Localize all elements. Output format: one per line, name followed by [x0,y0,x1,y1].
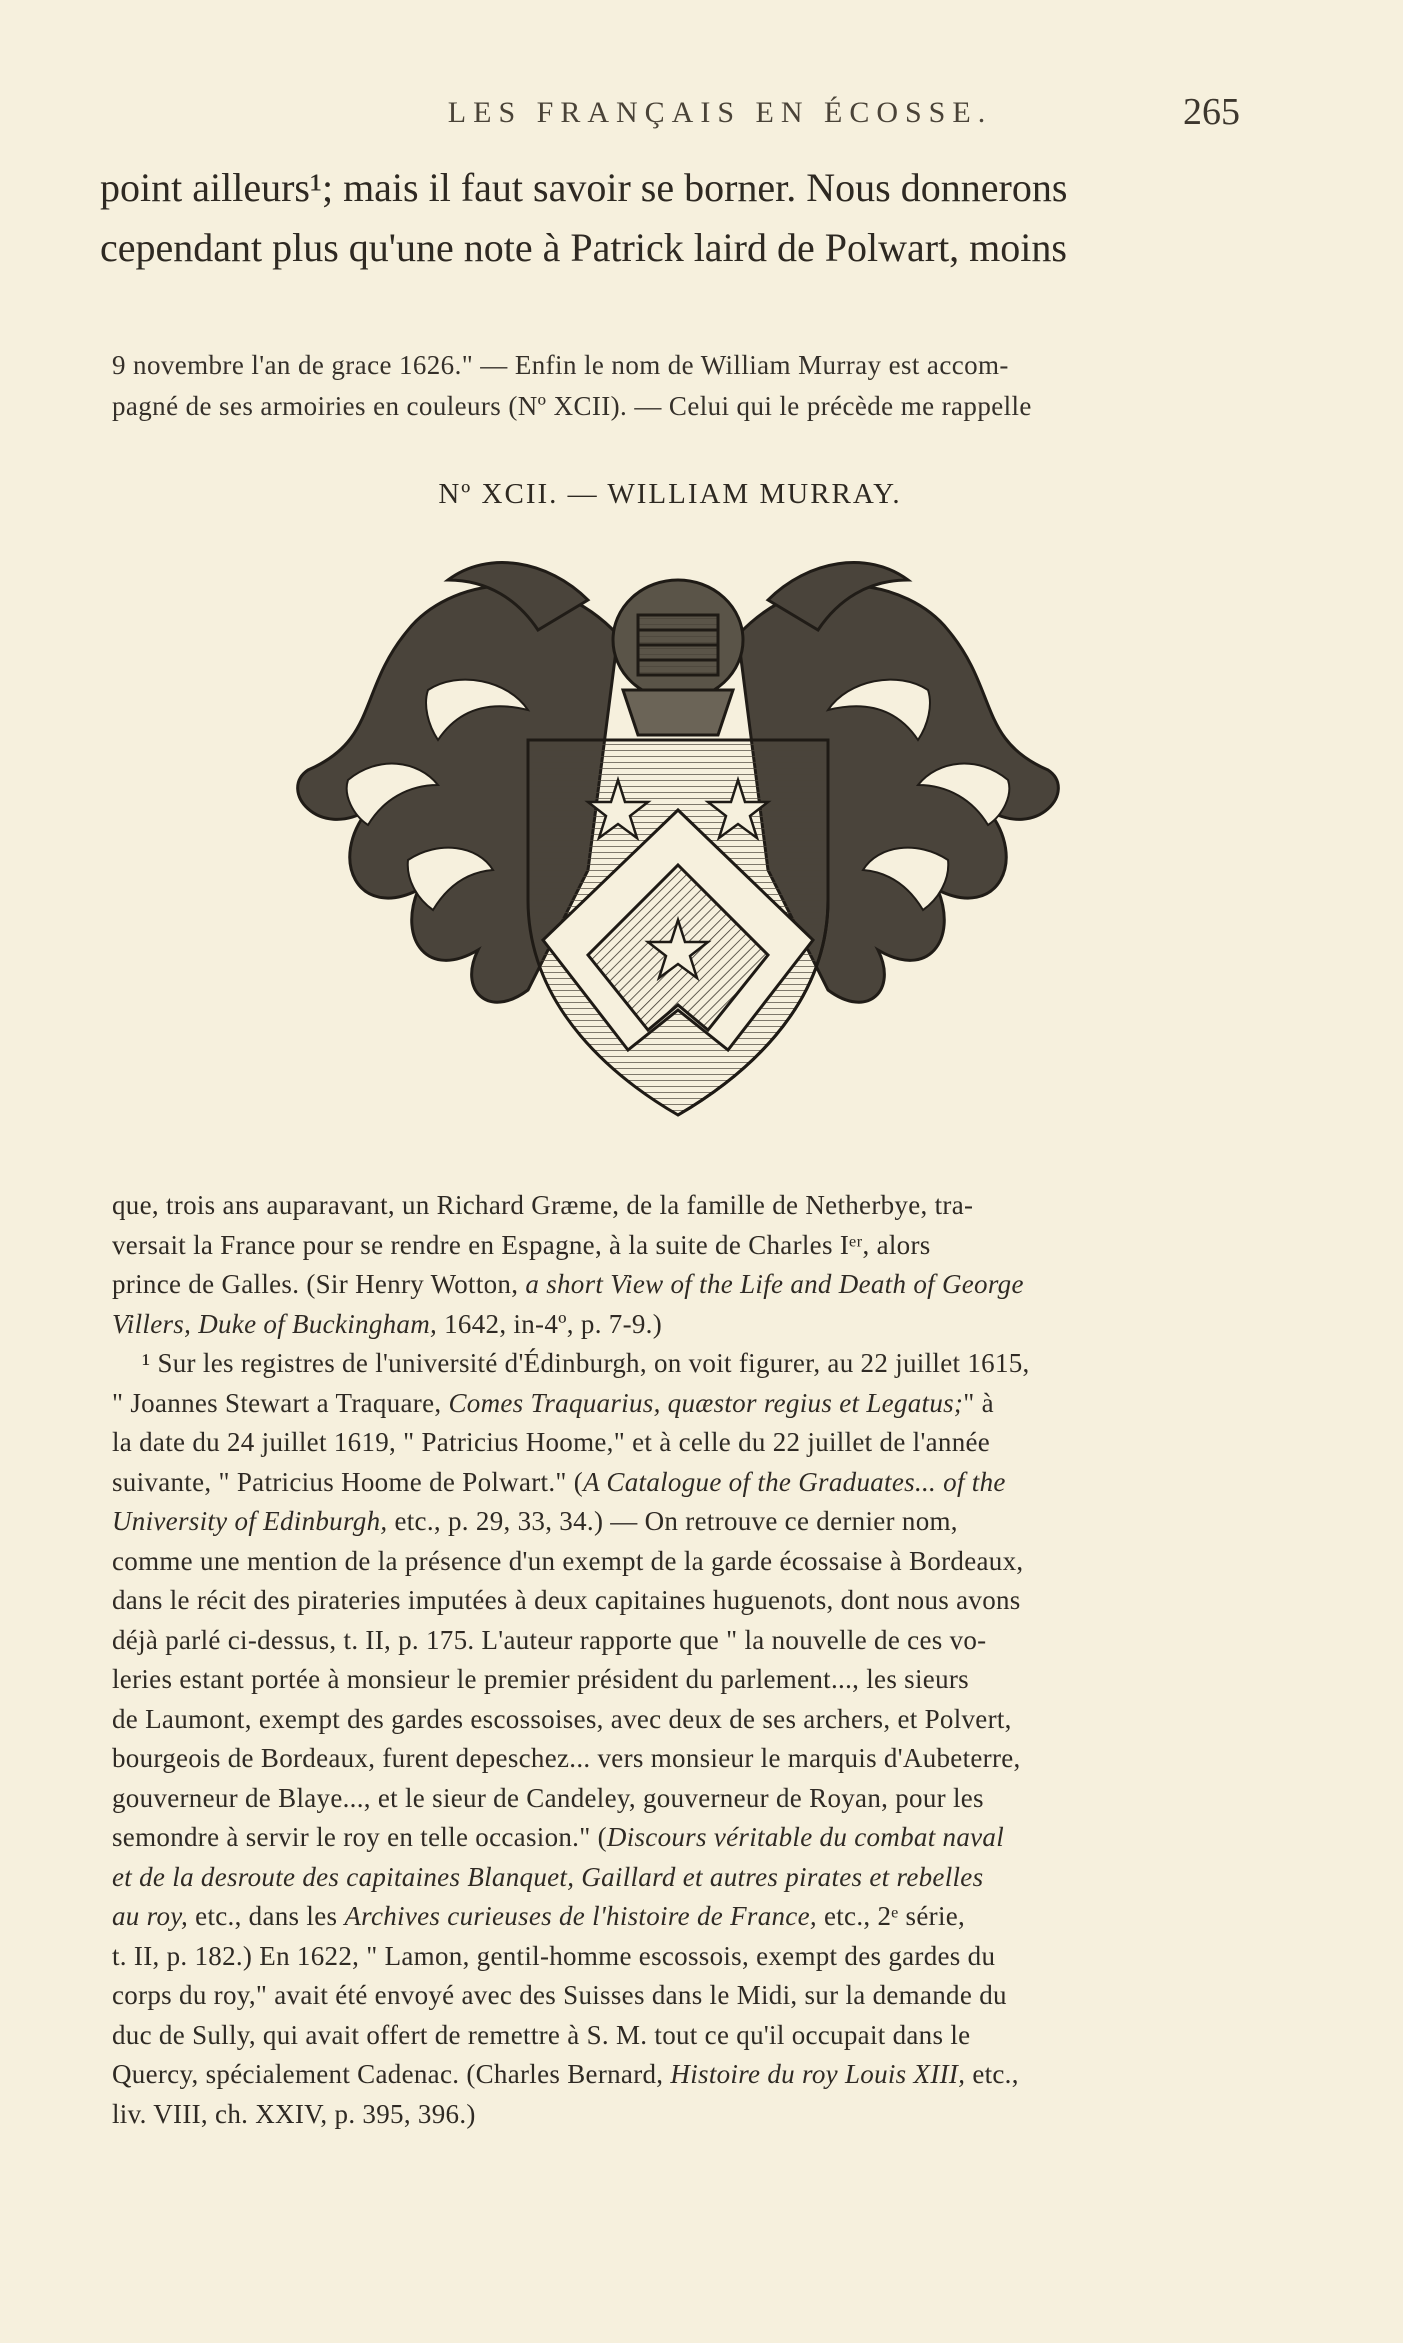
footnote-line: versait la France pour se rendre en Espagne, à la suite de Charles Iᵉʳ, alors [112,1229,931,1260]
footnote-line: gouverneur de Blaye..., et le sieur de Candeley, gouverneur de Royan, pour les [112,1782,984,1813]
footnote-line: déjà parlé ci-dessus, t. II, p. 175. L'auteur rapporte que " la nouvelle de ces vo- [112,1624,987,1655]
page-header [100,91,1240,136]
footnote-line: que, trois ans auparavant, un Richard Græme, de la famille de Netherbye, tra- [112,1190,974,1220]
footnote-line: leries estant portée à monsieur le premier président du parlement..., les sieurs [112,1664,969,1694]
footnote-line: prince de Galles. (Sir Henry Wotton, a short View of the Life and Death of George [112,1269,1024,1299]
footnote-line: suivante, " Patricius Hoome de Polwart." (A Catalogue of the Graduates... of the [112,1466,1006,1497]
footnote-line: bourgeois de Bordeaux, furent depeschez... vers monsieur le marquis d'Aubeterre, [112,1743,1021,1773]
quote-line: 9 novembre l'an de grace 1626." — Enfin le nom de William Murray est accom- [112,350,1009,380]
footnote-line: duc de Sully, qui avait offert de remettre à S. M. tout ce qu'il occupait dans le [112,2019,971,2050]
footnote-line: corps du roy," avait été envoyé avec des Suisses dans le Midi, sur la demande du [112,1980,1007,2010]
quote-text [112,345,1240,427]
footnote-line: dans le récit des pirateries imputées à deux capitaines huguenots, dont nous avons [112,1585,1021,1615]
running-title: LES FRANÇAIS EN ÉCOSSE. [447,96,993,129]
footnote-line: comme une mention de la présence d'un exempt de la garde écossaise à Bordeaux, [112,1545,1024,1576]
footnote-line: de Laumont, exempt des gardes escossoises, avec deux de ses archers, et Polvert, [112,1703,1012,1734]
body-line: cependant plus qu'une note à Patrick laird de Polwart, moins [100,225,1067,270]
quote-line: pagné de ses armoiries en couleurs (Nº XCII). — Celui qui le précède me rappelle [112,391,1032,421]
body-text [100,158,1240,278]
footnote-line: liv. VIII, ch. XXIV, p. 395, 396.) [112,2098,476,2129]
helm [613,580,743,735]
footnote-line: Quercy, spécialement Cadenac. (Charles Bernard, Histoire du roy Louis XIII, etc., [112,2059,1019,2089]
figure-caption: Nº XCII. — WILLIAM MURRAY. [438,478,902,510]
footnote-line: la date du 24 juillet 1619, " Patricius Hoome," et à celle du 22 juillet de l'année [112,1427,991,1457]
footnote-line: semondre à servir le roy en telle occasion." (Discours véritable du combat naval [112,1822,1005,1852]
footnote-line: " Joannes Stewart a Traquare, Comes Traquarius, quæstor regius et Legatus;" à [112,1387,994,1418]
footnote-line: et de la desroute des capitaines Blanquet, Gaillard et autres pirates et rebelles [112,1861,984,1892]
coat-of-arms-illustration [288,540,1068,1170]
body-line: point ailleurs¹; mais il faut savoir se borner. Nous donnerons [100,165,1068,210]
footnote-line: au roy, etc., dans les Archives curieuses de l'histoire de France, etc., 2ᵉ série, [112,1901,966,1931]
page-number: 265 [1183,91,1240,133]
footnote-line: ¹ Sur les registres de l'université d'Édinburgh, on voit figurer, au 22 juillet 1615, [142,1348,1030,1378]
footnote-line: t. II, p. 182.) En 1622, " Lamon, gentil-homme escossois, exempt des gardes du [112,1940,996,1971]
footnotes [112,1186,1240,2134]
footnote-line: University of Edinburgh, etc., p. 29, 33, 34.) — On retrouve ce dernier nom, [112,1506,958,1536]
footnote-line: Villers, Duke of Buckingham, 1642, in-4º, p. 7-9.) [112,1308,663,1339]
